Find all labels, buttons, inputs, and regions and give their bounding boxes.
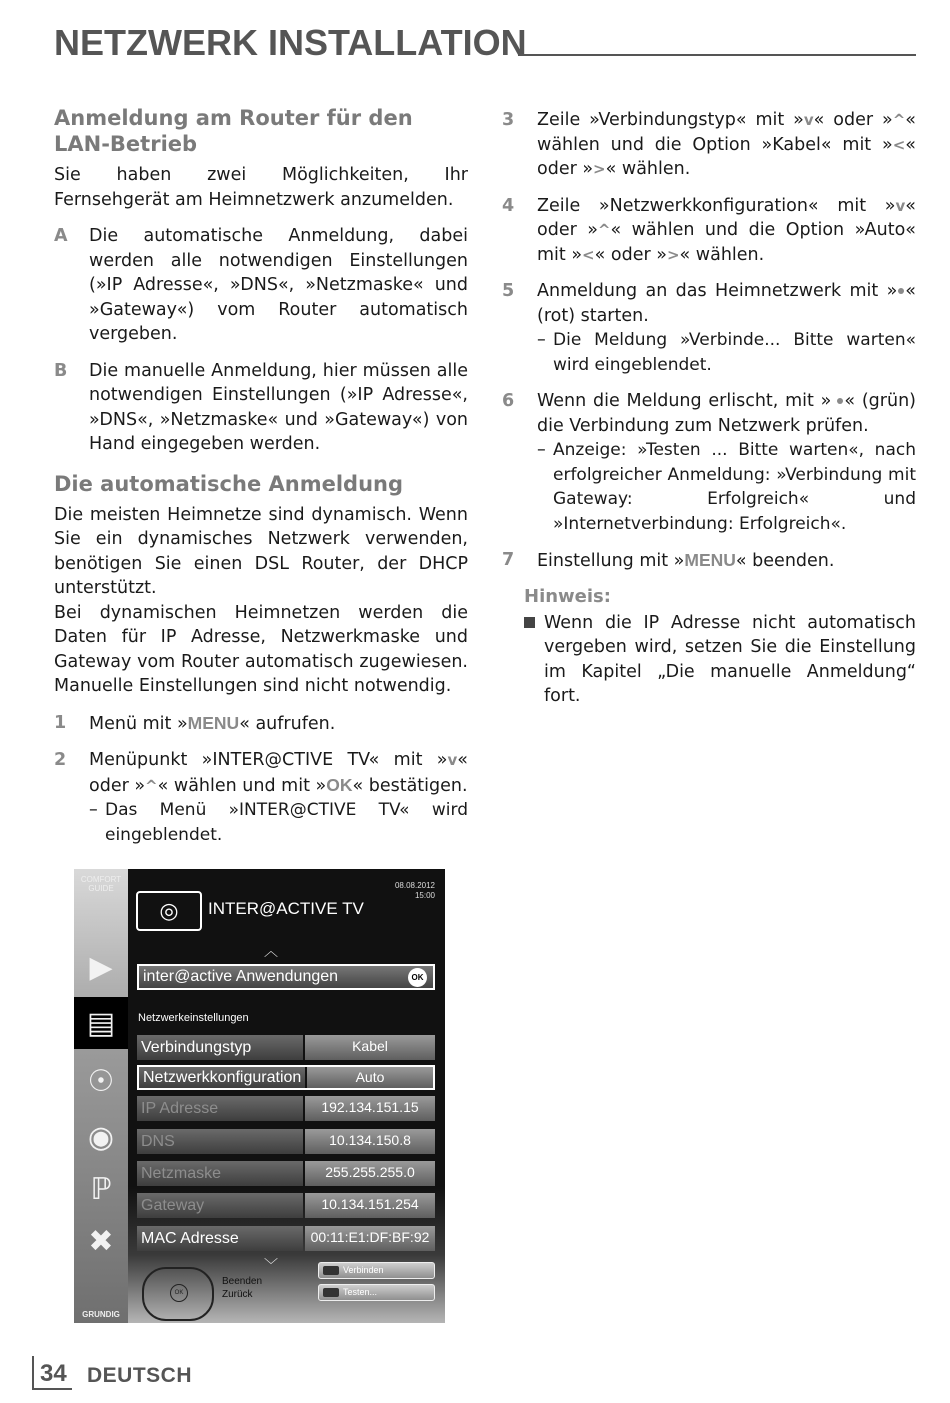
step-text: « oder » [89,750,468,796]
left-column [54,105,468,859]
step-text: Zeile »Verbindungstyp« mit » [537,110,804,130]
step-7 [502,548,916,574]
interactive-tv-icon: ◎ [136,891,202,931]
step-2-text [89,748,468,847]
paragraph-2: Bei dynamischen Heimnetzen werden die Daten für IP Adresse, Netzwerkmaske und Gateway vom Router automatisch zugewiesen. Manuelle Einstellungen sind nicht notwendig. [54,602,468,696]
time: 15:00 [414,891,435,900]
row-mac-address[interactable] [137,1226,435,1251]
option-a-text: Die automatische Anmeldung, dabei werden alle notwendigen Einstellungen (»IP Adresse«, »DNS«, »Netzmaske« und »Gateway«) vom Router automatisch vergeben. [89,226,468,344]
footer-language: DEUTSCH [87,1364,193,1387]
sidebar [74,869,128,1323]
option-b [54,359,468,457]
left-key-icon: < [582,245,595,264]
remote-navigation-pad[interactable] [142,1267,214,1321]
step-2-number: 2 [54,750,67,770]
step-5-sub [537,328,916,377]
step-4 [502,194,916,268]
test-button[interactable] [318,1284,435,1301]
up-key-icon: ^ [892,111,906,129]
row-network-config[interactable] [137,1065,435,1090]
row-netmask[interactable] [137,1161,435,1186]
chevron-up-icon[interactable]: ︿ [264,943,278,959]
row-label: Verbindungstyp [137,1035,303,1060]
option-b-text: Die manuelle Anmeldung, hier müssen alle notwendigen Einstellungen (»IP Adresse«, »DNS«, »Netzmaske« und »Gateway«) von Hand eingegeben werden. [89,360,468,454]
up-key-icon: ^ [597,221,611,239]
dash: – [89,800,98,820]
tools-icon[interactable]: ✖ [88,1224,114,1258]
step-3-number: 3 [502,110,515,130]
step-6-sub [537,438,916,536]
ok-badge: OK [408,968,427,987]
step-1 [54,711,468,737]
down-key-icon: v [895,196,906,215]
intro-text: Sie haben zwei Möglichkeiten, Ihr Fernsehgerät am Heimnetzwerk anzumelden. [54,165,468,210]
hint-title: Hinweis: [524,585,611,607]
step-2-sub-text: Das Menü »INTER@CTIVE TV« wird eingeblendet. [105,800,468,845]
down-key-icon: v [803,111,814,129]
step-text: « oder » [537,134,916,179]
page-number: 34 [40,1360,67,1387]
step-6-text [537,389,916,536]
ok-key: OK [326,774,353,795]
connect-button[interactable] [318,1262,435,1279]
step-7-number: 7 [502,550,515,570]
step-text: « (grün) die Verbindung zum Netzwerk prüfen. [537,391,916,436]
option-b-label: B [54,360,68,381]
dash: – [537,330,546,350]
row-label: Gateway [137,1193,303,1218]
step-3-text [537,108,916,182]
step-text: « (rot) starten. [537,281,916,326]
nav-ok-button[interactable]: OK [170,1284,188,1302]
green-key-icon [323,1288,339,1297]
row-value[interactable]: 10.134.150.8 [305,1129,435,1154]
row-dns[interactable] [137,1129,435,1154]
apps-label: inter@active Anwendungen [143,968,339,985]
title-rule [518,54,916,56]
step-2 [54,748,468,847]
step-text: « wählen. [679,244,765,265]
step-text: Menüpunkt »INTER@CTIVE TV« mit » [89,750,448,770]
row-connection-type[interactable] [137,1035,435,1060]
option-a [54,224,468,347]
row-label: DNS [137,1129,303,1154]
step-6-number: 6 [502,391,515,411]
hint-text: Wenn die IP Adresse nicht automatisch vergeben wird, setzen Sie die Einstellung im Kapitel „Die manuelle Anmeldung“ fort. [544,612,916,706]
row-value[interactable]: 192.134.151.15 [305,1096,435,1121]
menu-key: MENU [187,712,240,733]
green-key-icon [837,398,843,404]
up-key-icon: ^ [145,776,158,795]
step-text: « aufrufen. [239,713,336,734]
hint [524,611,916,709]
section-label: Netzwerkeinstellungen [138,1012,249,1024]
row-label: Netzwerkkonfiguration [139,1067,305,1088]
date: 08.08.2012 [394,881,435,890]
step-text: Wenn die Meldung erlischt, mit » [537,391,832,411]
chevron-down-icon[interactable]: ﹀ [264,1257,278,1273]
nav-back-label: Zurück [222,1289,253,1300]
nav-legend [222,1275,262,1301]
step-4-number: 4 [502,195,515,216]
brand-logo: GRUNDIG [82,1310,120,1319]
step-5-text [537,279,916,377]
step-text: « oder » [813,110,893,130]
paragraph-1: Die meisten Heimnetze sind dynamisch. Wenn Sie ein dynamisches Netzwerk verwenden, benötigen Sie einen DSL Router, der DHCP unterstützt. [54,504,468,598]
nav-exit-label: Beenden [222,1276,263,1287]
eye-icon[interactable]: ◉ [87,1120,115,1154]
connect-label: Verbinden [343,1265,384,1275]
step-5 [502,279,916,377]
step-6-sub-text: Anzeige: »Testen ... Bitte warten«, nach erfolgreicher Anmeldung: »Verbindung mit Gateway: Erfolgreich« und »Internetverbindung: Erfolgreich«. [553,440,916,534]
option-a-label: A [54,226,68,246]
row-value[interactable]: 10.134.151.254 [305,1193,435,1218]
step-text: « oder » [537,195,916,240]
step-text: « wählen und mit » [157,775,327,796]
row-gateway[interactable] [137,1193,435,1218]
comfort-guide-label[interactable]: COMFORT GUIDE [80,875,122,893]
step-text: Menü mit » [89,713,188,734]
step-1-text [89,711,468,737]
step-text: « wählen. [605,159,691,179]
menu-panel [128,869,445,1323]
dash: – [537,440,546,460]
row-value[interactable]: Auto [307,1067,433,1088]
menu-title: INTER@ACTIVE TV [208,899,364,918]
network-globe-icon[interactable]: ▤ [86,1006,116,1040]
step-7-text [537,548,916,574]
step-text: « beenden. [735,551,835,571]
footer-bar [32,1356,34,1390]
interactive-apps-item[interactable] [137,964,435,990]
step-text: « bestätigen. [352,775,468,796]
right-key-icon: > [593,160,606,178]
step-text: Einstellung mit » [537,551,685,571]
page-title: NETZWERK INSTALLATION [54,22,527,63]
bullet-square-icon [524,611,544,709]
test-label: Testen... [343,1287,378,1297]
row-ip-address[interactable] [137,1096,435,1121]
row-label: MAC Adresse [137,1226,303,1251]
row-value[interactable]: 255.255.255.0 [305,1161,435,1186]
step-5-number: 5 [502,281,515,301]
step-3 [502,108,916,182]
datetime [395,881,435,901]
row-label: Netzmaske [137,1161,303,1186]
satellite-icon[interactable]: ☉ [87,1064,115,1098]
step-text: « oder » [594,244,667,265]
red-key-icon [898,288,904,294]
step-text: Zeile »Netzwerkkonfiguration« mit » [537,195,896,216]
heading-router: Anmeldung am Router für den LAN-Betrieb [54,106,413,156]
heading-auto: Die automatische Anmeldung [54,471,404,496]
play-icon[interactable]: ▶ [89,950,113,984]
row-label: IP Adresse [137,1096,303,1121]
ear-icon[interactable]: ℙ [90,1172,112,1206]
red-key-icon [323,1266,339,1275]
step-4-text [537,194,916,268]
step-text: « wählen und die Option »Kabel« mit » [537,110,916,155]
step-2-sub [89,798,468,847]
menu-key: MENU [684,550,736,570]
step-5-sub-text: Die Meldung »Verbinde... Bitte warten« wird eingeblendet. [553,330,916,375]
footer-line [32,1388,72,1390]
step-1-number: 1 [54,712,67,733]
row-value[interactable]: 00:11:E1:DF:BF:92 [305,1226,435,1251]
step-text: « wählen und die Option »Auto« mit » [537,220,916,265]
step-text: Anmeldung an das Heimnetzwerk mit » [537,281,898,301]
step-6 [502,389,916,536]
down-key-icon: v [447,751,458,769]
right-column [502,108,916,709]
tv-screenshot [74,869,445,1323]
row-value[interactable]: Kabel [305,1035,435,1060]
right-key-icon: > [666,245,680,264]
left-key-icon: < [892,135,906,154]
